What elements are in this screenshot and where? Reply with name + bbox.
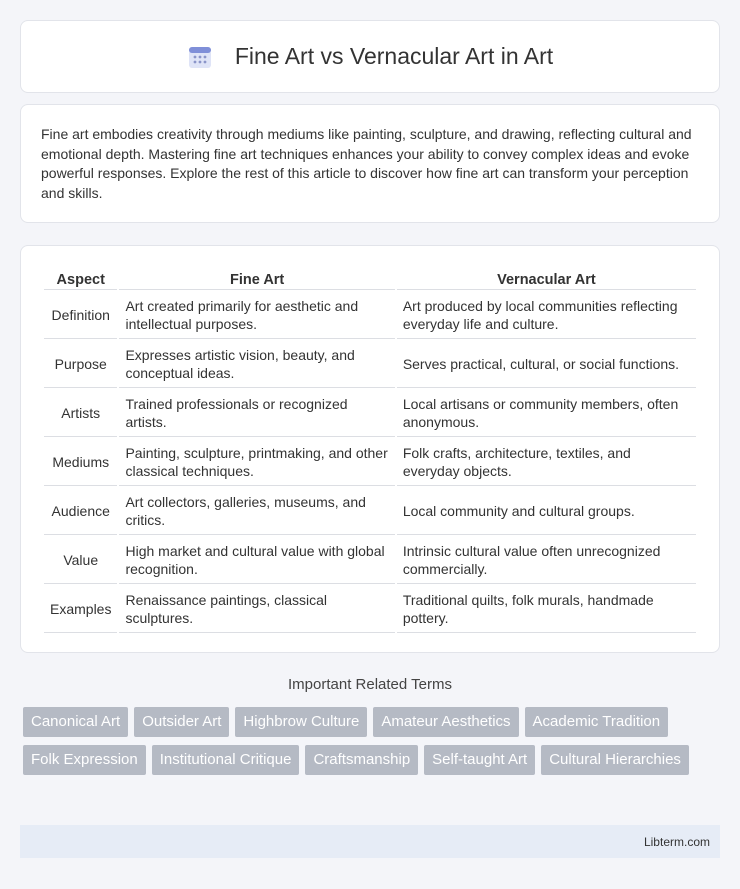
aspect-cell: Artists bbox=[44, 390, 117, 437]
page-title: Fine Art vs Vernacular Art in Art bbox=[234, 43, 554, 69]
table-row bbox=[44, 488, 696, 535]
table-row bbox=[44, 439, 696, 486]
vernacular-art-cell: Local community and cultural groups. bbox=[397, 488, 696, 535]
related-terms-list bbox=[23, 707, 723, 775]
table-row bbox=[44, 292, 696, 339]
vernacular-art-cell: Folk crafts, architecture, textiles, and everyday objects. bbox=[397, 439, 696, 486]
intro-card bbox=[20, 104, 720, 223]
column-header: Vernacular Art bbox=[397, 268, 696, 290]
footer-site-link[interactable]: Libterm.com bbox=[643, 835, 710, 849]
vernacular-art-cell: Intrinsic cultural value often unrecognized commercially. bbox=[397, 537, 696, 584]
vernacular-art-cell: Local artisans or community members, often anonymous. bbox=[397, 390, 696, 437]
table-row bbox=[44, 341, 696, 388]
calendar-grid-icon bbox=[187, 44, 213, 70]
table-row bbox=[44, 537, 696, 584]
column-header: Aspect bbox=[44, 268, 117, 290]
fine-art-cell: High market and cultural value with global recognition. bbox=[119, 537, 394, 584]
intro-text: Fine art embodies creativity through mediums like painting, sculpture, and drawing, reflecting cultural and emotional depth. Mastering fine art techniques enhances your ability to convey complex ideas and evoke powerful responses. Explore the rest of this article to discover how fine art can transform your perception and skills. bbox=[41, 126, 692, 201]
related-terms-title: Important Related Terms bbox=[288, 676, 452, 693]
fine-art-cell: Painting, sculpture, printmaking, and other classical techniques. bbox=[119, 439, 394, 486]
fine-art-cell: Renaissance paintings, classical sculptures. bbox=[119, 586, 394, 633]
related-term-tag[interactable]: Craftsmanship bbox=[305, 745, 418, 775]
aspect-cell: Purpose bbox=[44, 341, 117, 388]
aspect-cell: Definition bbox=[44, 292, 117, 339]
title-card bbox=[20, 20, 720, 93]
aspect-cell: Audience bbox=[44, 488, 117, 535]
related-term-tag[interactable]: Folk Expression bbox=[23, 745, 146, 775]
related-term-tag[interactable]: Cultural Hierarchies bbox=[541, 745, 689, 775]
table-row bbox=[44, 586, 696, 633]
fine-art-cell: Trained professionals or recognized artists. bbox=[119, 390, 394, 437]
vernacular-art-cell: Art produced by local communities reflecting everyday life and culture. bbox=[397, 292, 696, 339]
fine-art-cell: Art created primarily for aesthetic and intellectual purposes. bbox=[119, 292, 394, 339]
related-term-tag[interactable]: Outsider Art bbox=[134, 707, 229, 737]
fine-art-cell: Art collectors, galleries, museums, and critics. bbox=[119, 488, 394, 535]
footer bbox=[20, 825, 720, 858]
comparison-card bbox=[20, 245, 720, 653]
related-term-tag[interactable]: Highbrow Culture bbox=[235, 707, 367, 737]
vernacular-art-cell: Traditional quilts, folk murals, handmade pottery. bbox=[397, 586, 696, 633]
related-term-tag[interactable]: Self-taught Art bbox=[424, 745, 535, 775]
aspect-cell: Value bbox=[44, 537, 117, 584]
column-header: Fine Art bbox=[119, 268, 394, 290]
fine-art-cell: Expresses artistic vision, beauty, and conceptual ideas. bbox=[119, 341, 394, 388]
related-term-tag[interactable]: Institutional Critique bbox=[152, 745, 300, 775]
vernacular-art-cell: Serves practical, cultural, or social functions. bbox=[397, 341, 696, 388]
aspect-cell: Mediums bbox=[44, 439, 117, 486]
aspect-cell: Examples bbox=[44, 586, 117, 633]
table-row bbox=[44, 390, 696, 437]
comparison-table bbox=[42, 266, 698, 635]
related-term-tag[interactable]: Canonical Art bbox=[23, 707, 128, 737]
table-header-row bbox=[44, 268, 696, 290]
related-term-tag[interactable]: Academic Tradition bbox=[525, 707, 669, 737]
related-term-tag[interactable]: Amateur Aesthetics bbox=[373, 707, 518, 737]
